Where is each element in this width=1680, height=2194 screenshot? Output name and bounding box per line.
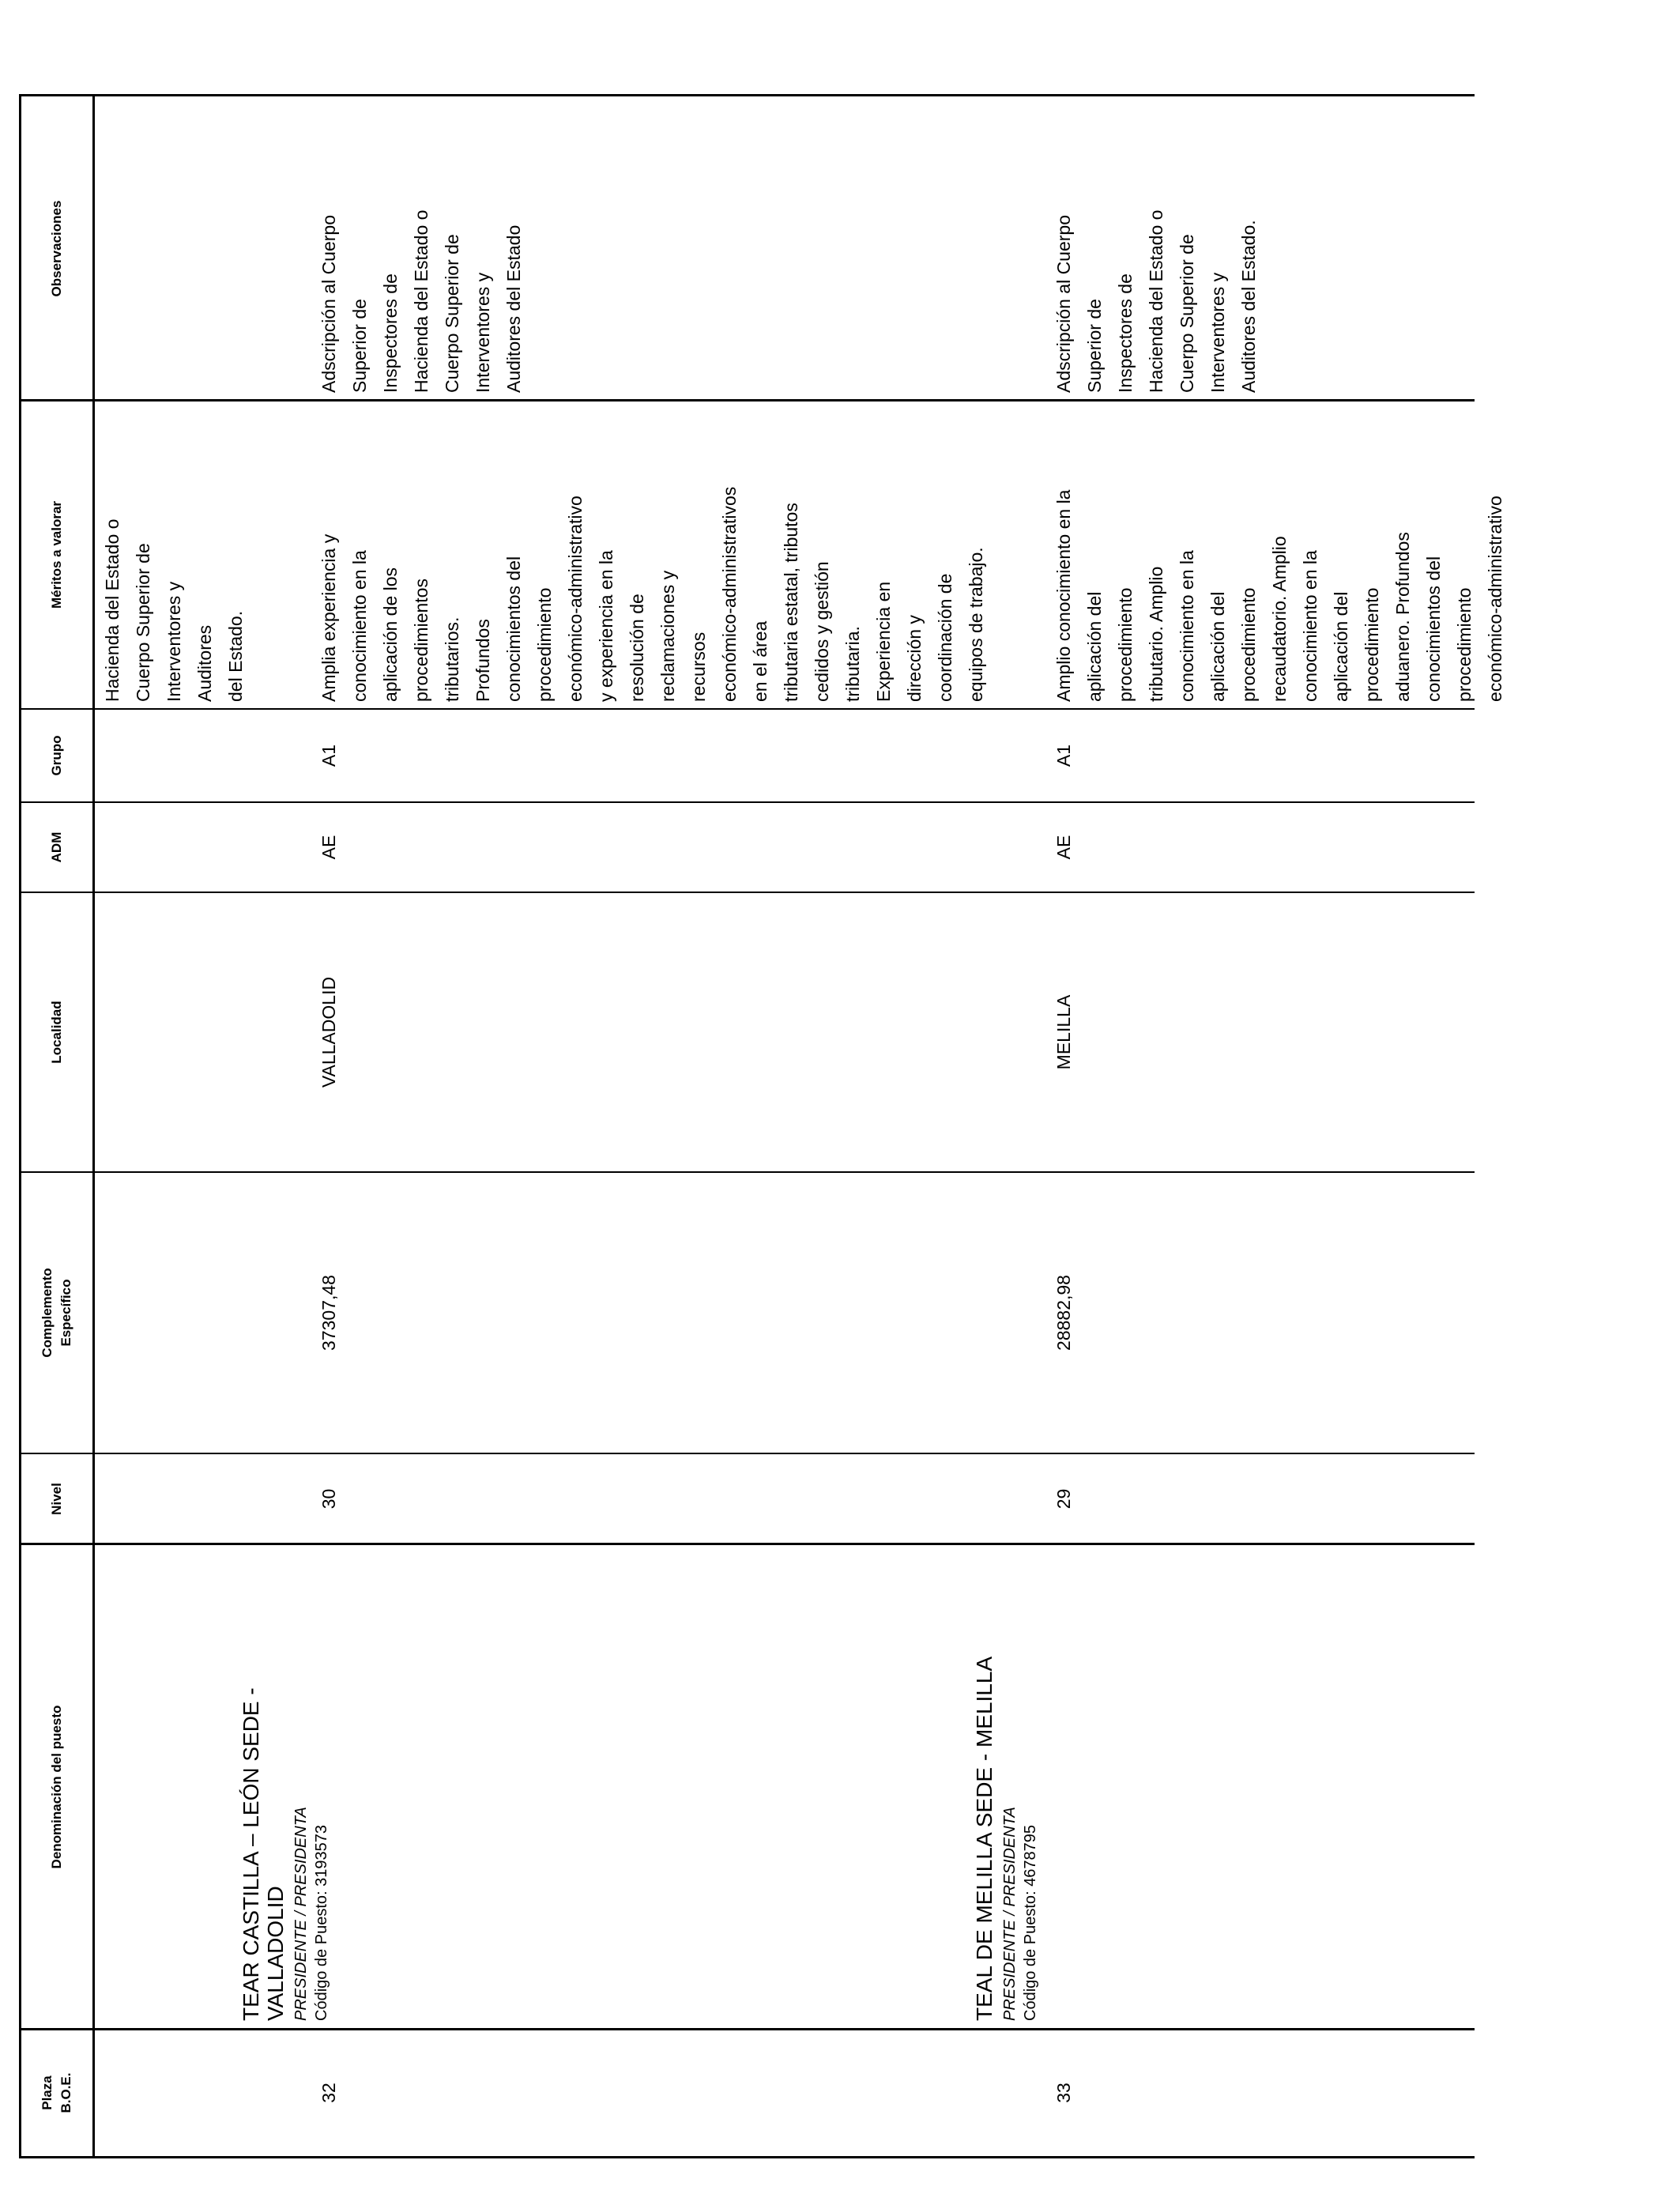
row33-meritos-line: procedimiento [1362, 587, 1382, 702]
row33-meritos-line: procedimiento [1115, 587, 1136, 702]
row32-meritos-line: procedimientos [411, 579, 431, 702]
row32-meritos-line: tributarios. [442, 616, 462, 702]
header-grupo: Grupo [21, 709, 95, 802]
header-plaza [21, 2030, 95, 2156]
row32-meritos-line: conocimientos del [503, 556, 524, 702]
header-meritos: Méritos a valorar [21, 401, 95, 709]
row32-adm: AE [318, 835, 339, 860]
meritos-continuation-line: Hacienda del Estado o [102, 518, 122, 702]
row33-meritos [1049, 405, 1511, 702]
col-sep-1 [21, 2028, 1475, 2030]
row32-observaciones-line: Interventores y [473, 272, 493, 393]
row32-subtitle: PRESIDENTE / PRESIDENTA [292, 1807, 310, 2021]
row32-observaciones-line: Inspectores de [380, 273, 401, 393]
row33-grupo: A1 [1053, 744, 1074, 767]
row33-observaciones-line: Auditores del Estado. [1238, 220, 1259, 393]
row33-observaciones-line: Inspectores de [1115, 273, 1136, 393]
row33-meritos-line: tributario. Amplio [1146, 566, 1166, 702]
row33-meritos-line: aplicación del [1207, 591, 1228, 702]
row32-denominacion [239, 1547, 332, 2021]
header-nivel: Nivel [21, 1453, 95, 1544]
row32-meritos-line: conocimiento en la [349, 550, 370, 702]
row32-meritos-line: tributaria. [842, 626, 863, 702]
row32-title-line: TEAR CASTILLA – LEÓN SEDE - [239, 1687, 263, 2021]
meritos-continuation [97, 405, 251, 702]
row32-observaciones-line: Adscripción al Cuerpo [318, 214, 339, 393]
row33-observaciones-line: Hacienda del Estado o [1146, 209, 1166, 393]
row33-adm: AE [1053, 835, 1074, 860]
row32-meritos [314, 405, 992, 702]
row32-title [239, 1547, 288, 2021]
row33-observaciones-line: Interventores y [1207, 272, 1228, 393]
row33-meritos-line: aplicación del [1331, 591, 1351, 702]
row33-observaciones-line: Cuerpo Superior de [1177, 234, 1197, 393]
row32-grupo: A1 [318, 744, 339, 767]
row32-observaciones-line: Auditores del Estado [503, 224, 524, 393]
row32-meritos-line: y experiencia en la [596, 550, 616, 702]
col-sep-8 [21, 399, 1475, 401]
col-sep-6 [21, 801, 1475, 803]
row32-meritos-line: recursos [688, 631, 709, 702]
header-plaza-line2: B.O.E. [58, 2072, 73, 2113]
positions-table [19, 94, 1505, 2158]
row33-meritos-line: procedimiento [1238, 587, 1259, 702]
row33-meritos-line: conocimientos del [1423, 556, 1444, 702]
row32-meritos-line: económico-administrativos [719, 486, 740, 702]
row33-meritos-line: recaudatorio. Amplio [1269, 536, 1290, 702]
row32-localidad: VALLADOLID [318, 976, 339, 1088]
row32-meritos-line: cedidos y gestión [812, 561, 832, 702]
row32-meritos-line: aplicación de los [380, 567, 401, 702]
header-observaciones: Observaciones [21, 96, 95, 401]
row33-meritos-line: aplicación del [1084, 591, 1105, 702]
row32-meritos-line: económico-administrativo [565, 496, 586, 702]
meritos-continuation-line: Cuerpo Superior de [133, 543, 153, 702]
row32-meritos-line: equipos de trabajo. [966, 547, 986, 702]
header-plaza-line1: Plaza [40, 2075, 55, 2110]
row32-meritos-line: tributaria estatal, tributos [781, 503, 801, 702]
row32-complemento: 37307,48 [318, 1275, 339, 1351]
row33-plaza: 33 [1053, 2083, 1074, 2103]
row32-plaza: 32 [318, 2083, 339, 2103]
row33-observaciones [1049, 100, 1264, 393]
header-denominacion: Denominación del puesto [21, 1544, 95, 2030]
meritos-continuation-line: Interventores y [164, 581, 184, 702]
col-sep-4 [21, 1171, 1475, 1173]
row32-meritos-line: procedimiento [534, 587, 555, 702]
row32-meritos-line: coordinación de [935, 573, 955, 702]
col-sep-3 [21, 1453, 1475, 1454]
row33-observaciones-line: Adscripción al Cuerpo [1053, 214, 1074, 393]
row33-meritos-line: económico-administrativo [1485, 496, 1505, 702]
row33-localidad: MELILLA [1053, 994, 1074, 1070]
row32-title-line: VALLADOLID [263, 1886, 288, 2021]
row33-denominacion [972, 1547, 1041, 2021]
col-sep-5 [21, 892, 1475, 893]
header-complemento [21, 1172, 95, 1453]
meritos-continuation-line: Auditores [194, 624, 215, 702]
row32-meritos-line: Amplia experiencia y [318, 533, 339, 702]
row32-meritos-line: dirección y [904, 615, 925, 702]
row33-title-line: TEAL DE MELILLA SEDE - MELILLA [972, 1656, 996, 2021]
row32-meritos-line: reclamaciones y [657, 570, 678, 702]
row33-title [972, 1547, 996, 2021]
header-complemento-line1: Complemento [40, 1268, 55, 1358]
row32-meritos-line: en el área [750, 620, 770, 702]
row33-subtitle: PRESIDENTE / PRESIDENTA [1001, 1807, 1019, 2021]
row33-nivel: 29 [1053, 1488, 1074, 1510]
row33-meritos-line: aduanero. Profundos [1392, 532, 1413, 702]
row32-observaciones-line: Superior de [349, 299, 370, 393]
row33-meritos-line: procedimiento [1454, 587, 1475, 702]
row33-complemento: 28882,98 [1053, 1275, 1074, 1351]
row33-meritos-line: conocimiento en la [1177, 550, 1197, 702]
row32-meritos-line: Experiencia en [873, 581, 894, 702]
row32-observaciones-line: Hacienda del Estado o [411, 209, 431, 393]
header-localidad: Localidad [21, 892, 95, 1172]
row32-observaciones [314, 100, 529, 393]
row32-nivel: 30 [318, 1488, 339, 1510]
header-complemento-line2: Específico [58, 1279, 73, 1347]
header-adm: ADM [21, 802, 95, 892]
meritos-continuation-line: del Estado. [225, 610, 246, 702]
row33-meritos-line: Amplio conocimiento en la [1053, 489, 1074, 702]
row32-meritos-line: resolución de [627, 594, 647, 702]
col-sep-2 [21, 1543, 1475, 1545]
row33-meritos-line: conocimiento en la [1300, 550, 1320, 702]
row33-observaciones-line: Superior de [1084, 299, 1105, 393]
row33-code: Código de Puesto: 4678795 [1022, 1825, 1039, 2021]
row32-meritos-line: Profundos [473, 619, 493, 702]
row32-code: Código de Puesto: 3193573 [313, 1825, 330, 2021]
col-sep-7 [21, 708, 1475, 710]
row32-observaciones-line: Cuerpo Superior de [442, 234, 462, 393]
